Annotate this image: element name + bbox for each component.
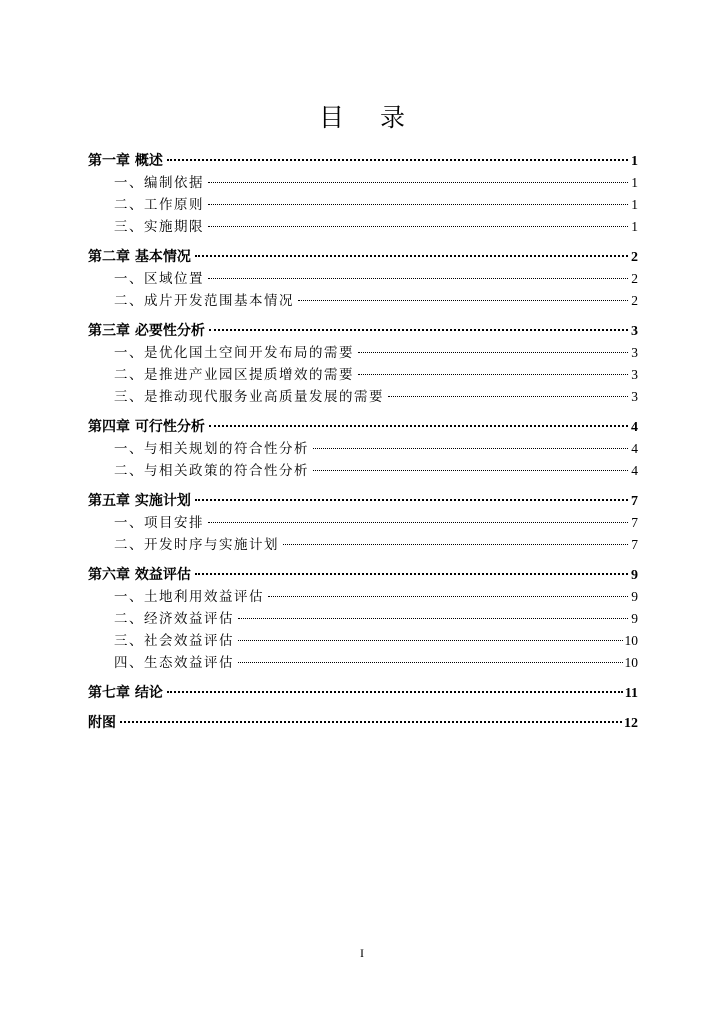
toc-entry-label: 三、是推动现代服务业高质量发展的需要 — [114, 389, 384, 405]
toc-entry-section[interactable] — [88, 216, 638, 238]
dot-leader — [283, 544, 628, 545]
toc-entry-page: 7 — [631, 494, 638, 509]
toc-entry-section[interactable] — [88, 364, 638, 386]
dot-leader — [195, 573, 628, 575]
dot-leader — [238, 618, 628, 619]
dot-leader — [238, 640, 623, 641]
dot-leader — [313, 448, 628, 449]
toc-entry-page: 10 — [624, 633, 638, 648]
toc-entry-section[interactable] — [88, 512, 638, 534]
toc-entry-label: 二、成片开发范围基本情况 — [114, 293, 294, 309]
toc-entry-page: 12 — [624, 716, 638, 731]
toc-entry-label: 第五章 实施计划 — [88, 493, 191, 509]
toc-entry-page: 4 — [631, 463, 638, 478]
dot-leader — [120, 721, 622, 723]
toc-entry-page: 7 — [631, 515, 638, 530]
toc-entry-label: 第四章 可行性分析 — [88, 419, 205, 435]
toc-entry-page: 9 — [631, 589, 638, 604]
toc-entry-label: 二、经济效益评估 — [114, 611, 234, 627]
toc-entry-section[interactable] — [88, 438, 638, 460]
toc-entry-page: 2 — [631, 271, 638, 286]
toc-entry-label: 一、是优化国土空间开发布局的需要 — [114, 345, 354, 361]
toc-entry-page: 1 — [631, 219, 638, 234]
toc-entry-page: 7 — [631, 537, 638, 552]
toc-entry-label: 一、编制依据 — [114, 175, 204, 191]
toc-entry-label: 二、开发时序与实施计划 — [114, 537, 279, 553]
toc-entry-page: 4 — [631, 441, 638, 456]
dot-leader — [208, 226, 628, 227]
toc-entry-page: 3 — [631, 389, 638, 404]
toc-entry-section[interactable] — [88, 342, 638, 364]
toc-entry-label: 二、是推进产业园区提质增效的需要 — [114, 367, 354, 383]
dot-leader — [358, 352, 628, 353]
toc-entry-page: 10 — [624, 655, 638, 670]
toc-entry-section[interactable] — [88, 460, 638, 482]
toc-entry-section[interactable] — [88, 652, 638, 674]
toc-entry-page: 9 — [631, 568, 638, 583]
toc-entry-label: 一、土地利用效益评估 — [114, 589, 264, 605]
dot-leader — [195, 499, 628, 501]
toc-entry-section[interactable] — [88, 386, 638, 408]
dot-leader — [167, 691, 623, 693]
toc-entry-label: 一、与相关规划的符合性分析 — [114, 441, 309, 457]
toc-entry-page: 9 — [631, 611, 638, 626]
page-title: 目 录 — [319, 103, 419, 132]
page-number-footer: I — [360, 946, 364, 960]
toc-entry-page: 2 — [631, 293, 638, 308]
toc-entry-page: 2 — [631, 250, 638, 265]
dot-leader — [313, 470, 628, 471]
toc-entry-page: 1 — [631, 175, 638, 190]
dot-leader — [298, 300, 628, 301]
toc-entry-page: 11 — [624, 686, 638, 701]
toc-entry-label: 第一章 概述 — [88, 153, 163, 169]
toc-entry-label: 三、社会效益评估 — [114, 633, 234, 649]
dot-leader — [208, 522, 628, 523]
toc-entry-section[interactable] — [88, 194, 638, 216]
toc-entry-section[interactable] — [88, 290, 638, 312]
dot-leader — [195, 255, 628, 257]
toc-entry-chapter-5[interactable] — [88, 490, 638, 512]
toc-entry-label: 四、生态效益评估 — [114, 655, 234, 671]
toc-entry-chapter-4[interactable] — [88, 416, 638, 438]
toc-entry-label: 附图 — [88, 715, 116, 731]
toc-entry-chapter-3[interactable] — [88, 320, 638, 342]
toc-entry-appendix[interactable] — [88, 712, 638, 734]
toc-entry-label: 第六章 效益评估 — [88, 567, 191, 583]
toc-entry-label: 第七章 结论 — [88, 685, 163, 701]
toc-entry-chapter-2[interactable] — [88, 246, 638, 268]
toc-entry-page: 1 — [631, 154, 638, 169]
dot-leader — [238, 662, 623, 663]
toc-entry-section[interactable] — [88, 268, 638, 290]
toc-entry-label: 第二章 基本情况 — [88, 249, 191, 265]
dot-leader — [209, 329, 628, 331]
toc-entry-chapter-6[interactable] — [88, 564, 638, 586]
toc-entry-section[interactable] — [88, 172, 638, 194]
toc-entry-section[interactable] — [88, 608, 638, 630]
toc-entry-page: 3 — [631, 367, 638, 382]
toc-entry-label: 一、区域位置 — [114, 271, 204, 287]
toc-entry-section[interactable] — [88, 586, 638, 608]
dot-leader — [209, 425, 628, 427]
toc-entry-chapter-7[interactable] — [88, 682, 638, 704]
dot-leader — [167, 159, 628, 161]
toc-entry-section[interactable] — [88, 630, 638, 652]
dot-leader — [208, 204, 628, 205]
toc-entry-chapter-1[interactable] — [88, 150, 638, 172]
dot-leader — [268, 596, 628, 597]
toc-entry-label: 一、项目安排 — [114, 515, 204, 531]
toc-entry-label: 二、工作原则 — [114, 197, 204, 213]
table-of-contents — [88, 150, 638, 734]
toc-entry-label: 第三章 必要性分析 — [88, 323, 205, 339]
toc-entry-label: 三、实施期限 — [114, 219, 204, 235]
dot-leader — [208, 278, 628, 279]
toc-entry-page: 4 — [631, 420, 638, 435]
dot-leader — [208, 182, 628, 183]
dot-leader — [388, 396, 628, 397]
toc-entry-section[interactable] — [88, 534, 638, 556]
toc-entry-label: 二、与相关政策的符合性分析 — [114, 463, 309, 479]
toc-entry-page: 3 — [631, 324, 638, 339]
toc-entry-page: 1 — [631, 197, 638, 212]
dot-leader — [358, 374, 628, 375]
toc-entry-page: 3 — [631, 345, 638, 360]
